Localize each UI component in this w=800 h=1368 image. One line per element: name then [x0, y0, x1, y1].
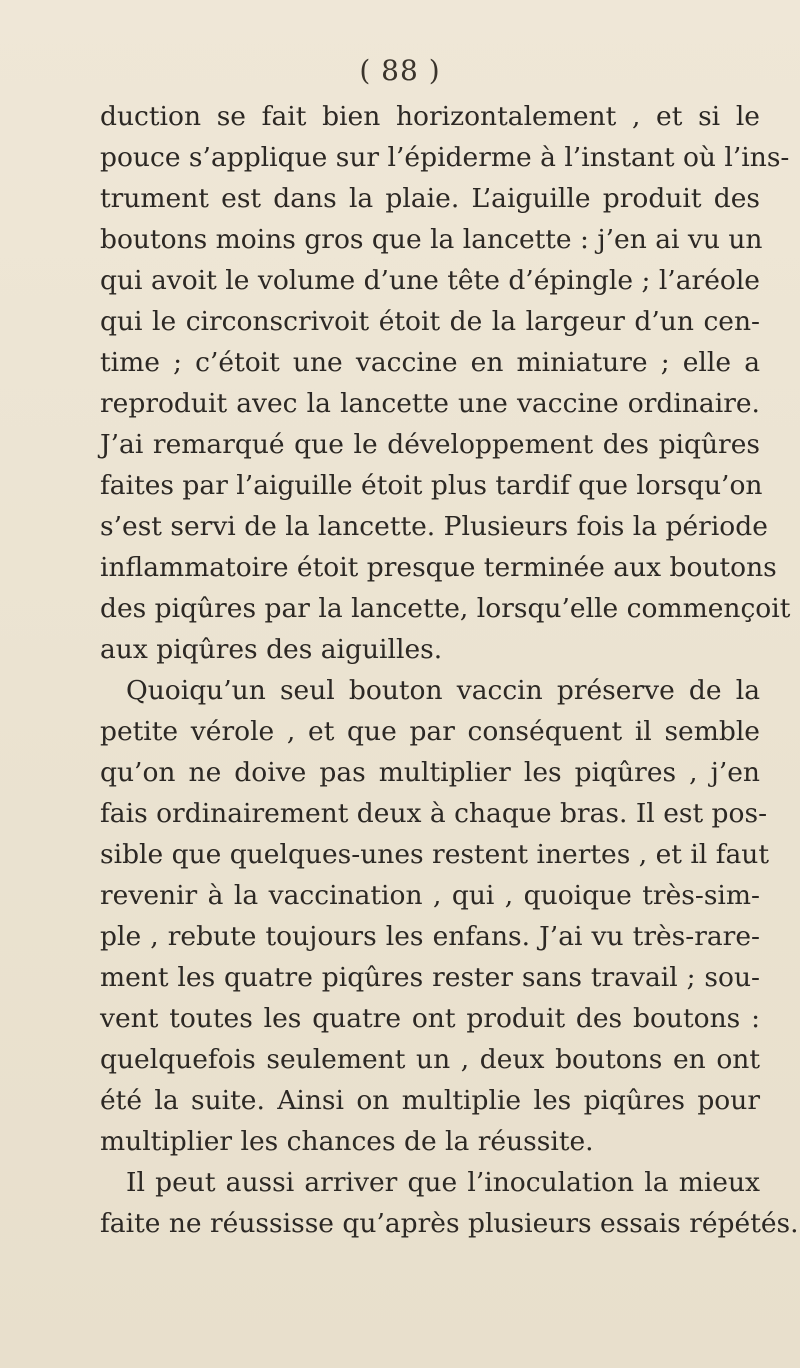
- text-line: qu’on ne doive pas multiplier les piqûres , j’en: [100, 757, 760, 788]
- text-line: boutons moins gros que la lancette : j’en ai vu un: [100, 224, 763, 255]
- body-text: [100, 96, 799, 1244]
- text-line: J’ai remarqué que le développement des piqûres: [100, 429, 760, 460]
- text-line: inflammatoire étoit presque terminée aux boutons: [100, 552, 777, 583]
- text-line: faite ne réussisse qu’après plusieurs essais répétés.: [100, 1208, 799, 1239]
- text-line: trument est dans la plaie. L’aiguille produit des: [100, 183, 760, 214]
- text-line: duction se fait bien horizontalement , et si le: [100, 101, 760, 132]
- text-line: aux piqûres des aiguilles.: [100, 634, 443, 665]
- text-line: vent toutes les quatre ont produit des boutons :: [100, 1003, 760, 1034]
- text-line: qui avoit le volume d’une tête d’épingle ; l’aréole: [100, 265, 760, 296]
- page-number: ( 88 ): [359, 54, 441, 87]
- text-line: été la suite. Ainsi on multiplie les piqûres pour: [100, 1085, 760, 1116]
- text-line: faites par l’aiguille étoit plus tardif que lorsqu’on: [100, 470, 763, 501]
- text-line: multiplier les chances de la réussite.: [100, 1126, 594, 1157]
- text-line: qui le circonscrivoit étoit de la largeur d’un cen-: [100, 306, 760, 337]
- text-line: quelquefois seulement un , deux boutons en ont: [100, 1044, 760, 1075]
- text-line: s’est servi de la lancette. Plusieurs fois la période: [100, 511, 768, 542]
- text-line: ment les quatre piqûres rester sans travail ; sou-: [100, 962, 760, 993]
- text-line: reproduit avec la lancette une vaccine ordinaire.: [100, 388, 760, 419]
- text-line: petite vérole , et que par conséquent il semble: [100, 716, 760, 747]
- text-line: pouce s’applique sur l’épiderme à l’instant où l’ins-: [100, 142, 790, 173]
- text-line: fais ordinairement deux à chaque bras. Il est pos-: [100, 798, 768, 829]
- text-line: sible que quelques-unes restent inertes , et il faut: [100, 839, 770, 870]
- text-line: time ; c’étoit une vaccine en miniature ; elle a: [100, 347, 760, 378]
- text-line: revenir à la vaccination , qui , quoique très-sim-: [100, 880, 760, 911]
- text-line: ple , rebute toujours les enfans. J’ai vu très-rare-: [100, 921, 760, 952]
- text-line: des piqûres par la lancette, lorsqu’elle commençoit: [100, 593, 791, 624]
- text-line: Quoiqu’un seul bouton vaccin préserve de la: [126, 675, 760, 706]
- text-line: Il peut aussi arriver que l’inoculation la mieux: [126, 1167, 760, 1198]
